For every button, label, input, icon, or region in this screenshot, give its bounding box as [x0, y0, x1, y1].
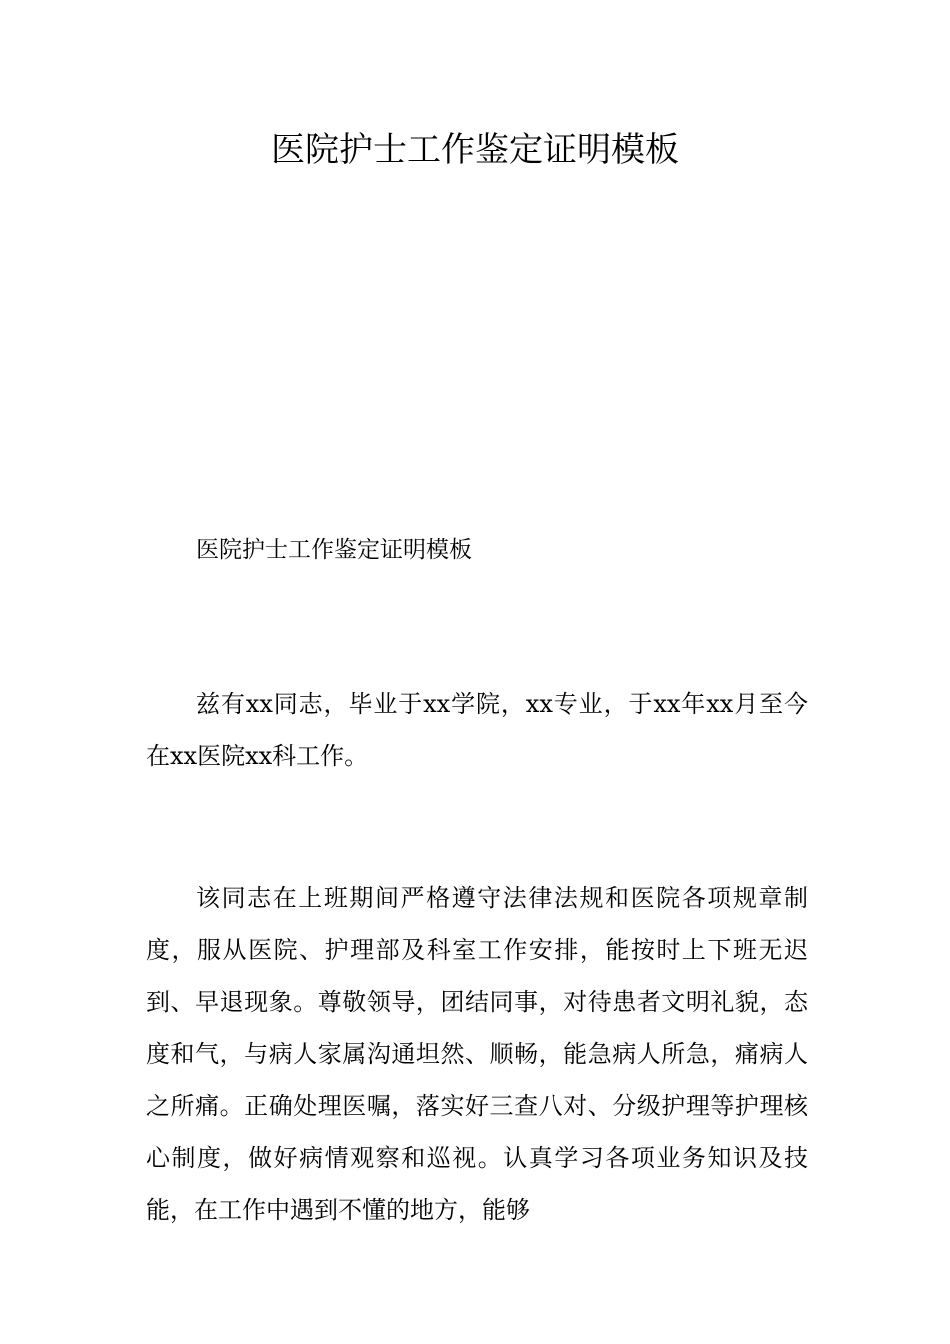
document-title: 医院护士工作鉴定证明模板 [271, 130, 679, 170]
document-subtitle: 医院护士工作鉴定证明模板 [196, 537, 472, 563]
paragraph-intro: 兹有xx同志，毕业于xx学院，xx专业，于xx年xx月至今在xx医院xx科工作。 [146, 690, 808, 770]
paragraph-evaluation: 该同志在上班期间严格遵守法律法规和医院各项规章制度，服从医院、护理部及科室工作安排，能按时上下班无迟到、早退现象。尊敬领导，团结同事，对待患者文明礼貌，态度和气，与病人家属沟通坦然、顺畅，能急病人所急，痛病人之所痛。正确处理医嘱，落实好三查八对、分级护理等护理核心制度，做好病情观察和巡视。认真学习各项业务知识及技能，在工作中遇到不懂的地方，能够 [146, 884, 808, 1224]
